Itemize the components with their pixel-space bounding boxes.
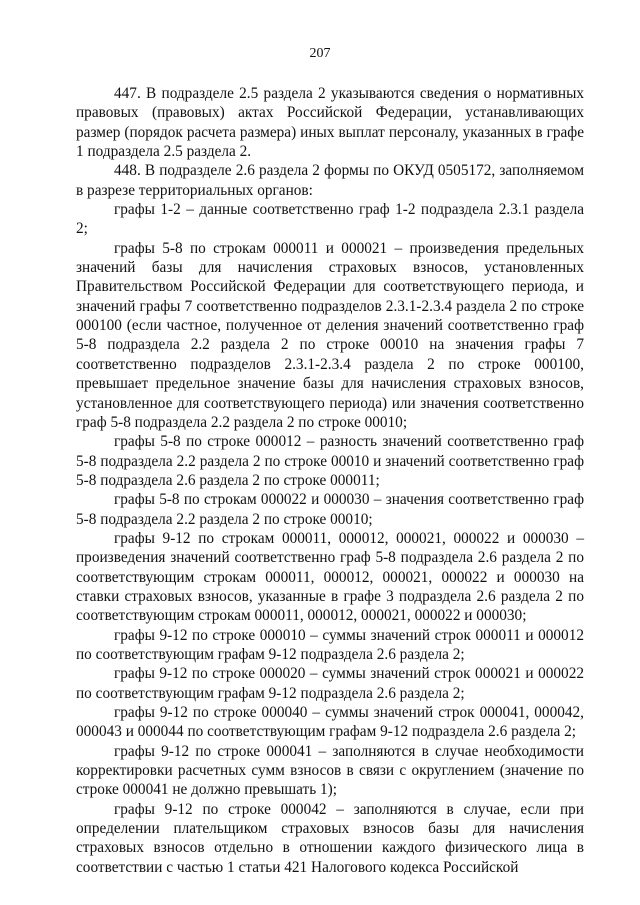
document-body <box>76 84 584 877</box>
list-item: графы 5-8 по строкам 000011 и 000021 – произведения предельных значений базы для начисления страховых взносов, установленных Правительством Российской Федерации для соответствующего периода, и значений графы 7 соответственно подразделов 2.3.1-2.3.4 раздела 2 по строке 000100 (если частное, полученное от деления значений соответственно граф 5-8 подраздела 2.2 раздела 2 по строке 00010 на значения графы 7 соответственно подразделов 2.3.1-2.3.4 раздела 2 по строке 000100, превышает предельное значение базы для начисления страховых взносов, установленное для соответствующего периода) или значения соответственно граф 5-8 подраздела 2.2 раздела 2 по строке 00010; <box>76 239 584 431</box>
list-item: графы 9-12 по строке 000010 – суммы значений строк 000011 и 000012 по соответствующим графам 9-12 подраздела 2.6 раздела 2; <box>76 626 584 663</box>
page-number: 207 <box>309 46 331 61</box>
list-item: графы 9-12 по строке 000041 – заполняются в случае необходимости корректировки расчетных сумм взносов в связи с округлением (значение по строке 000041 не должно превышать 1); <box>76 742 584 799</box>
list-item: графы 9-12 по строке 000040 – суммы значений строк 000041, 000042, 000043 и 000044 по соответствующим графам 9-12 подраздела 2.6 раздела 2; <box>76 704 584 741</box>
paragraph-448: 448. В подразделе 2.6 раздела 2 формы по ОКУД 0505172, заполняемом в разрезе территориальных органов: <box>76 162 584 199</box>
list-item: графы 1-2 – данные соответственно граф 1-2 подраздела 2.3.1 раздела 2; <box>76 201 584 238</box>
list-item: графы 9-12 по строкам 000011, 000012, 000021, 000022 и 000030 – произведения значений соответственно граф 5-8 подраздела 2.6 раздела 2 по соответствующим строкам 000011, 000012, 000021, 000022 и 000030 на ставки страховых взносов, указанные в графе 3 подраздела 2.6 раздела 2 по соответствующим строкам 000011, 000012, 000021, 000022 и 000030; <box>76 529 584 625</box>
list-item: графы 9-12 по строке 000020 – суммы значений строк 000021 и 000022 по соответствующим графам 9-12 подраздела 2.6 раздела 2; <box>76 665 584 702</box>
list-item: графы 5-8 по строке 000012 – разность значений соответственно граф 5-8 подраздела 2.2 раздела 2 по строке 00010 и значений соответственно граф 5-8 подраздела 2.6 раздела 2 по строке 000011; <box>76 433 584 489</box>
paragraph-447: 447. В подразделе 2.5 раздела 2 указываются сведения о нормативных правовых (правовых) актах Российской Федерации, устанавливающих размер (порядок расчета размера) иных выплат персоналу, указанных в графе 1 подраздела 2.5 раздела 2. <box>76 85 584 161</box>
list-item: графы 9-12 по строке 000042 – заполняются в случае, если при определении плательщиком страховых взносов базы для начисления страховых взносов отдельно в отношении каждого физического лица в соответствии с частью 1 статьи 421 Налогового кодекса Российской <box>76 800 584 876</box>
list-item: графы 5-8 по строкам 000022 и 000030 – значения соответственно граф 5-8 подраздела 2.2 раздела 2 по строке 00010; <box>76 491 584 528</box>
